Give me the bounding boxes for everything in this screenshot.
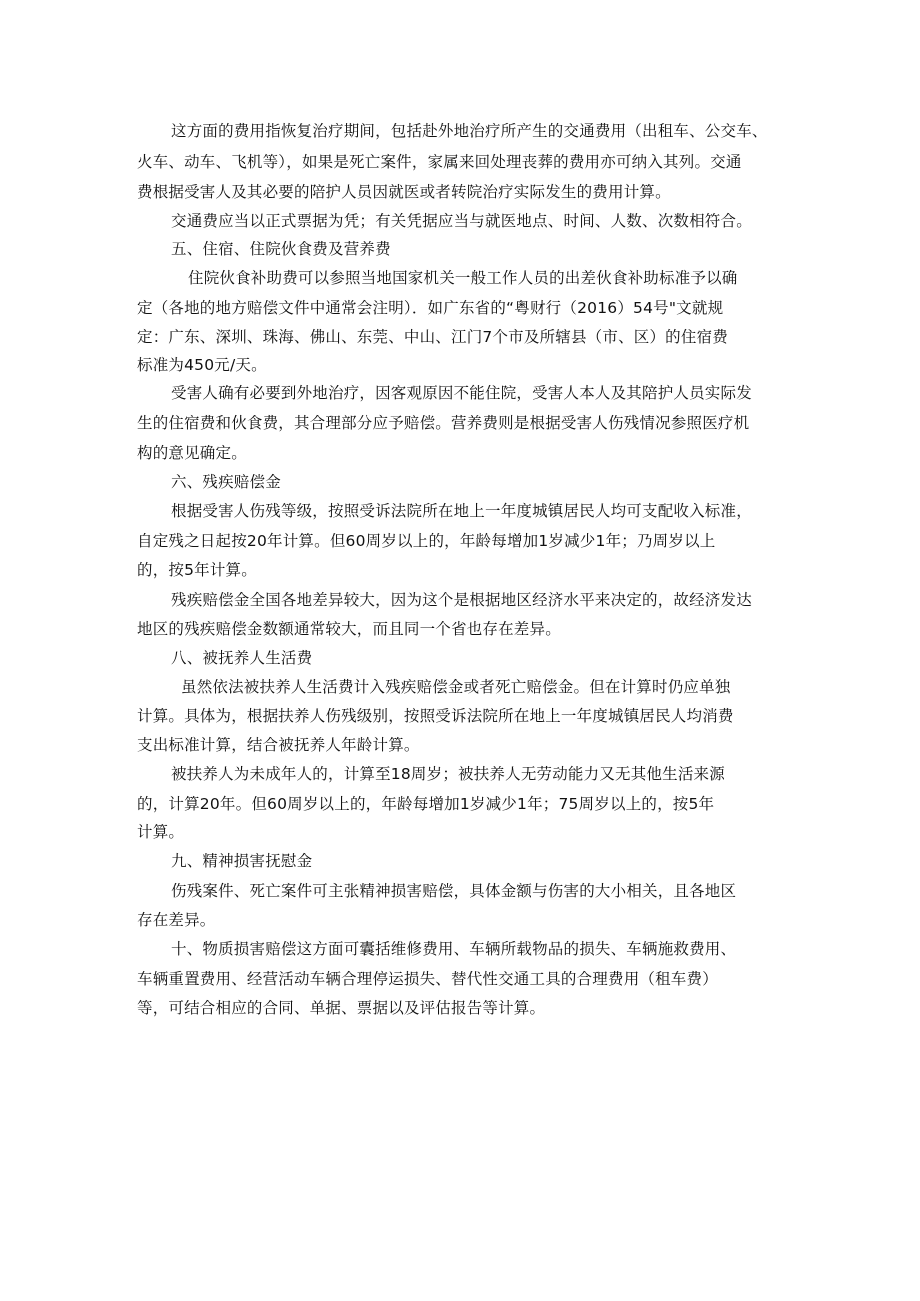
dependents-p2-line2: 的，计算20年。但60周岁以上的，年龄每增加1岁减少1年；75周岁以上的，按5年 — [137, 795, 715, 813]
disability-p1-line1: 根据受害人伤残等级，按照受诉法院所在地上一年度城镇居民人均可支配收入标准， — [171, 502, 752, 520]
lodging-p2-line1: 受害人确有必要到外地治疗，因客观原因不能住院，受害人本人及其陪护人员实际发 — [171, 384, 752, 402]
disability-p1-line3: 的，按5年计算。 — [137, 561, 257, 579]
section-heading-mental: 九、精神损害抚慰金 — [171, 852, 313, 870]
lodging-p2-line3: 构的意见确定。 — [137, 444, 247, 462]
transport-p1-line1: 这方面的费用指恢复治疗期间，包括赴外地治疗所产生的交通费用（出租车、公交车、 — [171, 122, 768, 140]
section-heading-lodging: 五、住宿、住院伙食费及营养费 — [171, 240, 391, 258]
transport-p2: 交通费应当以正式票据为凭；有关凭据应当与就医地点、时间、人数、次数相符合。 — [171, 212, 752, 230]
disability-p2-line1: 残疾赔偿金全国各地差异较大，因为这个是根据地区经济水平来决定的，故经济发达 — [171, 591, 752, 609]
property-p1-line1: 十、物质损害赔偿这方面可囊括维修费用、车辆所载物品的损失、车辆施救费用、 — [171, 940, 737, 958]
lodging-p2-line2: 生的住宿费和伙食费，其合理部分应予赔偿。营养费则是根据受害人伤残情况参照医疗机 — [137, 414, 750, 432]
lodging-p1-line2: 定（各地的地方赔偿文件中通常会注明）．如广东省的“粤财行（2016）54号"文就规 — [137, 299, 724, 317]
section-heading-dependents: 八、被抚养人生活费 — [171, 649, 313, 667]
lodging-p1-line1: 住院伙食补助费可以参照当地国家机关一般工作人员的出差伙食补助标准予以确 — [188, 269, 738, 287]
disability-p1-line2: 自定残之日起按20年计算。但60周岁以上的，年龄每增加1岁减少1年；乃周岁以上 — [137, 532, 716, 550]
property-p1-line3: 等，可结合相应的合同、单据、票据以及评估报告等计算。 — [137, 999, 546, 1017]
disability-p2-line2: 地区的残疾赔偿金数额通常较大，而且同一个省也存在差异。 — [137, 620, 561, 638]
section-heading-disability: 六、残疾赔偿金 — [171, 473, 281, 491]
transport-p1-line3: 费根据受害人及其必要的陪护人员因就医或者转院治疗实际发生的费用计算。 — [137, 183, 671, 201]
dependents-p1-line3: 支出标准计算，结合被抚养人年龄计算。 — [137, 736, 420, 754]
dependents-p1-line2: 计算。具体为，根据扶养人伤残级别，按照受诉法院所在地上一年度城镇居民人均消费 — [137, 707, 734, 725]
lodging-p1-line3: 定：广东、深圳、珠海、佛山、东莞、中山、江门7个市及所辖县（市、区）的住宿费 — [137, 328, 728, 346]
mental-p1-line2: 存在差异。 — [137, 911, 216, 929]
lodging-p1-line4: 标准为450元/天。 — [137, 356, 267, 374]
transport-p1-line2: 火车、动车、飞机等），如果是死亡案件，家属来回处理丧葬的费用亦可纳入其列。交通 — [137, 153, 742, 171]
dependents-p1-line1: 虽然依法被扶养人生活费计入残疾赔偿金或者死亡赔偿金。但在计算时仍应单独 — [181, 678, 731, 696]
dependents-p2-line1: 被扶养人为未成年人的，计算至18周岁；被扶养人无劳动能力又无其他生活来源 — [171, 765, 725, 783]
dependents-p2-line3: 计算。 — [137, 823, 185, 841]
property-p1-line2: 车辆重置费用、经营活动车辆合理停运损失、替代性交通工具的合理费用（租车费） — [137, 970, 718, 988]
mental-p1-line1: 伤残案件、死亡案件可主张精神损害赔偿，具体金额与伤害的大小相关，且各地区 — [171, 882, 737, 900]
